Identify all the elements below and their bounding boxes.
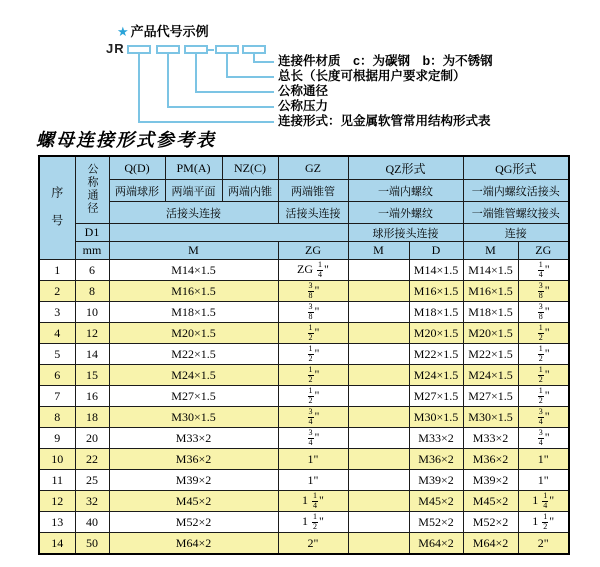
cell-qz-d: M14×1.5 (409, 260, 463, 281)
cell-gz-zg: $\frac{1}{2}$ " (278, 323, 348, 344)
cell-qz-m (348, 428, 409, 449)
callout-hline-4 (167, 106, 274, 108)
header-sub-gz: 两端锥管 (278, 180, 348, 202)
header-conn-gz: 活接头连接 (278, 202, 348, 224)
header-m-qz: M (348, 242, 409, 260)
table-body (39, 260, 569, 555)
cell-qg-zg: $\frac{3}{4}$ " (518, 407, 569, 428)
cell-qz-d: M45×2 (409, 491, 463, 512)
cell-m-thread: M14×1.5 (109, 260, 278, 281)
cell-qg-m: M39×2 (463, 470, 518, 491)
cell-qg-zg: $\frac{3}{8}$ " (518, 281, 569, 302)
cell-qg-zg: 1 $\frac{1}{4}$ " (518, 491, 569, 512)
cell-dn: 15 (75, 365, 109, 386)
cell-gz-zg: $\frac{3}{8}$ " (278, 281, 348, 302)
header-col-gz: GZ (278, 156, 348, 180)
cell-dn: 40 (75, 512, 109, 533)
cell-qg-m: M22×1.5 (463, 344, 518, 365)
header-d-qz: D (409, 242, 463, 260)
cell-dn: 10 (75, 302, 109, 323)
header-col-pm: PM(A) (165, 156, 222, 180)
callout-hline-3 (195, 91, 274, 93)
table-row (39, 533, 569, 555)
cell-seq: 2 (39, 281, 75, 302)
cell-seq: 10 (39, 449, 75, 470)
header-seq (39, 156, 75, 260)
header-conn-qz: 一端外螺纹 (348, 202, 463, 224)
cell-m-thread: M16×1.5 (109, 281, 278, 302)
header-m-qg: M (463, 242, 518, 260)
header-sub-qz: 一端内螺纹 (348, 180, 463, 202)
table-row (39, 386, 569, 407)
header-zg-qg: ZG (518, 242, 569, 260)
cell-qz-m (348, 533, 409, 555)
diagram-title (117, 21, 209, 40)
cell-qg-zg: 1" (518, 470, 569, 491)
header-dn (75, 156, 109, 224)
table-row (39, 344, 569, 365)
product-code-prefix: JR (106, 41, 125, 56)
header-col-qz: QZ形式 (348, 156, 463, 180)
cell-qz-m (348, 386, 409, 407)
cell-gz-zg: 1 $\frac{1}{4}$ " (278, 491, 348, 512)
cell-qz-d: M52×2 (409, 512, 463, 533)
cell-qz-m (348, 260, 409, 281)
header-zg-gz: ZG (278, 242, 348, 260)
cell-qz-m (348, 491, 409, 512)
nut-connection-table (38, 155, 570, 555)
cell-qg-m: M36×2 (463, 449, 518, 470)
callout-vline-4 (167, 53, 169, 106)
header-dn-label: 公称通径 (86, 162, 98, 215)
header-d1: D1 (75, 224, 109, 242)
diagram-title-text: 产品代号示例 (130, 24, 209, 39)
table-row (39, 365, 569, 386)
cell-qg-m: M14×1.5 (463, 260, 518, 281)
callout-label-4: 公称压力 (278, 99, 329, 113)
cell-dn: 12 (75, 323, 109, 344)
header-conn-qg: 一端锥管螺纹接头 (463, 202, 569, 224)
cell-seq: 7 (39, 386, 75, 407)
cell-gz-zg: $\frac{1}{2}$ " (278, 365, 348, 386)
cell-m-thread: M27×1.5 (109, 386, 278, 407)
cell-qz-m (348, 512, 409, 533)
cell-m-thread: M64×2 (109, 533, 278, 555)
header-sub-qd: 两端球形 (109, 180, 165, 202)
table-row (39, 512, 569, 533)
cell-qg-zg: $\frac{1}{4}$ " (518, 260, 569, 281)
cell-qg-m: M16×1.5 (463, 281, 518, 302)
cell-gz-zg: $\frac{3}{4}$ " (278, 407, 348, 428)
cell-qz-d: M39×2 (409, 470, 463, 491)
cell-gz-zg: $\frac{3}{4}$ " (278, 428, 348, 449)
header-mm: mm (75, 242, 109, 260)
table-row (39, 428, 569, 449)
table-row (39, 260, 569, 281)
cell-dn: 18 (75, 407, 109, 428)
cell-m-thread: M36×2 (109, 449, 278, 470)
cell-gz-zg: 1 $\frac{1}{2}$ " (278, 512, 348, 533)
cell-m-thread: M24×1.5 (109, 365, 278, 386)
header-col-qd: Q(D) (109, 156, 165, 180)
cell-dn: 14 (75, 344, 109, 365)
cell-qz-d: M64×2 (409, 533, 463, 555)
cell-seq: 13 (39, 512, 75, 533)
cell-seq: 3 (39, 302, 75, 323)
header-qg-conn: 连接 (463, 224, 569, 242)
cell-qg-m: M24×1.5 (463, 365, 518, 386)
callout-hline-5 (138, 121, 274, 123)
cell-qz-d: M20×1.5 (409, 323, 463, 344)
cell-qz-m (348, 344, 409, 365)
cell-m-thread: M39×2 (109, 470, 278, 491)
cell-seq: 12 (39, 491, 75, 512)
cell-qg-zg: $\frac{1}{2}$ " (518, 323, 569, 344)
cell-qz-m (348, 407, 409, 428)
table-row (39, 470, 569, 491)
cell-dn: 50 (75, 533, 109, 555)
header-blank (109, 224, 348, 242)
cell-seq: 1 (39, 260, 75, 281)
cell-qz-d: M16×1.5 (409, 281, 463, 302)
table-row (39, 449, 569, 470)
star-icon: ★ (117, 24, 129, 39)
code-dash (206, 49, 214, 51)
cell-seq: 11 (39, 470, 75, 491)
cell-dn: 32 (75, 491, 109, 512)
cell-qg-zg: $\frac{3}{8}$ " (518, 302, 569, 323)
cell-qg-zg: 1" (518, 449, 569, 470)
cell-m-thread: M33×2 (109, 428, 278, 449)
table-row (39, 281, 569, 302)
cell-qz-m (348, 449, 409, 470)
cell-m-thread: M22×1.5 (109, 344, 278, 365)
cell-dn: 20 (75, 428, 109, 449)
header-seq-label: 序号 (49, 185, 64, 242)
cell-gz-zg: $\frac{3}{8}$ " (278, 302, 348, 323)
cell-dn: 6 (75, 260, 109, 281)
cell-qz-m (348, 302, 409, 323)
cell-gz-zg: 1" (278, 470, 348, 491)
cell-qg-m: M30×1.5 (463, 407, 518, 428)
table-row (39, 323, 569, 344)
callout-vline-5 (138, 53, 140, 121)
cell-qz-d: M24×1.5 (409, 365, 463, 386)
cell-qg-m: M64×2 (463, 533, 518, 555)
cell-qz-d: M30×1.5 (409, 407, 463, 428)
cell-m-thread: M45×2 (109, 491, 278, 512)
cell-m-thread: M18×1.5 (109, 302, 278, 323)
cell-m-thread: M52×2 (109, 512, 278, 533)
cell-qg-m: M52×2 (463, 512, 518, 533)
callout-vline-1 (253, 53, 255, 61)
callout-label-3: 公称通径 (278, 84, 329, 98)
cell-gz-zg: $\frac{1}{2}$ " (278, 386, 348, 407)
cell-qg-zg: $\frac{3}{4}$ " (518, 428, 569, 449)
table-row (39, 407, 569, 428)
callout-label-5: 连接形式：见金属软管常用结构形式表 (278, 114, 491, 128)
cell-qz-m (348, 470, 409, 491)
cell-seq: 14 (39, 533, 75, 555)
cell-gz-zg: 1" (278, 449, 348, 470)
callout-label-1: 连接件材质 c：为碳钢 b：为不锈钢 (278, 54, 493, 68)
cell-qg-zg: $\frac{1}{2}$ " (518, 344, 569, 365)
cell-qg-m: M33×2 (463, 428, 518, 449)
cell-seq: 4 (39, 323, 75, 344)
header-col-nz: NZ(C) (222, 156, 278, 180)
cell-gz-zg: ZG $\frac{1}{4}$ " (278, 260, 348, 281)
cell-dn: 25 (75, 470, 109, 491)
cell-qg-m: M45×2 (463, 491, 518, 512)
cell-qg-m: M27×1.5 (463, 386, 518, 407)
cell-qg-zg: 2" (518, 533, 569, 555)
header-sub-nz: 两端内锥 (222, 180, 278, 202)
table-header (39, 156, 569, 260)
cell-qz-d: M27×1.5 (409, 386, 463, 407)
header-conn-left: 活接头连接 (109, 202, 278, 224)
cell-seq: 8 (39, 407, 75, 428)
cell-qg-m: M20×1.5 (463, 323, 518, 344)
header-qz-conn: 球形接头连接 (348, 224, 463, 242)
table-row (39, 491, 569, 512)
cell-qz-d: M33×2 (409, 428, 463, 449)
cell-dn: 22 (75, 449, 109, 470)
callout-label-2: 总长（长度可根据用户要求定制） (278, 69, 466, 83)
cell-m-thread: M30×1.5 (109, 407, 278, 428)
cell-qg-zg: $\frac{1}{2}$ " (518, 386, 569, 407)
header-m-left: M (109, 242, 278, 260)
callout-vline-3 (195, 53, 197, 91)
callout-vline-2 (226, 53, 228, 76)
cell-seq: 6 (39, 365, 75, 386)
cell-qg-zg: $\frac{1}{2}$ " (518, 365, 569, 386)
cell-qz-m (348, 323, 409, 344)
cell-gz-zg: $\frac{1}{2}$ " (278, 344, 348, 365)
cell-qz-m (348, 365, 409, 386)
header-sub-qg: 一端内螺纹活接头 (463, 180, 569, 202)
table-title: 螺母连接形式参考表 (36, 130, 216, 150)
cell-qg-zg: 1 $\frac{1}{2}$ " (518, 512, 569, 533)
cell-dn: 8 (75, 281, 109, 302)
cell-dn: 16 (75, 386, 109, 407)
cell-seq: 9 (39, 428, 75, 449)
cell-qz-d: M36×2 (409, 449, 463, 470)
cell-seq: 5 (39, 344, 75, 365)
callout-hline-1 (253, 61, 274, 63)
table-row (39, 302, 569, 323)
cell-qg-m: M18×1.5 (463, 302, 518, 323)
cell-qz-d: M22×1.5 (409, 344, 463, 365)
cell-qz-d: M18×1.5 (409, 302, 463, 323)
callout-hline-2 (226, 76, 274, 78)
cell-m-thread: M20×1.5 (109, 323, 278, 344)
header-sub-pm: 两端平面 (165, 180, 222, 202)
cell-gz-zg: 2" (278, 533, 348, 555)
cell-qz-m (348, 281, 409, 302)
header-col-qg: QG形式 (463, 156, 569, 180)
